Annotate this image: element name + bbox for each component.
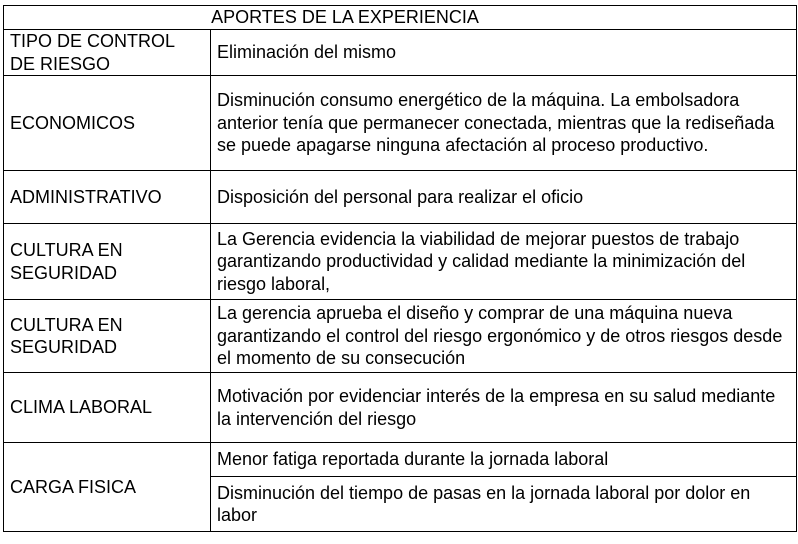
control-type-cell: ADMINISTRATIVO [4, 171, 211, 224]
aportes-table [3, 5, 797, 532]
control-type-cell: ECONOMICOS [4, 76, 211, 171]
description-cell: Disminución del tiempo de pasas en la jornada laboral por dolor en labor [211, 477, 797, 532]
control-type-cell: CULTURA EN SEGURIDAD [4, 300, 211, 373]
description-cell: La Gerencia evidencia la viabilidad de mejorar puestos de trabajo garantizando productividad y calidad mediante la minimización del riesgo laboral, [211, 224, 797, 300]
table-row [4, 443, 797, 477]
table-row [4, 224, 797, 300]
description-cell: Disposición del personal para realizar el oficio [211, 171, 797, 224]
table-row [4, 300, 797, 373]
table-row [4, 76, 797, 171]
table-row [4, 30, 797, 76]
table-row [4, 373, 797, 443]
table-title: APORTES DE LA EXPERIENCIA [4, 6, 797, 30]
title-row [4, 6, 797, 30]
control-type-cell: TIPO DE CONTROL DE RIESGO [4, 30, 211, 76]
description-cell: Eliminación del mismo [211, 30, 797, 76]
description-cell: Motivación por evidenciar interés de la empresa en su salud mediante la intervención del riesgo [211, 373, 797, 443]
description-cell: Disminución consumo energético de la máquina. La embolsadora anterior tenía que permanecer conectada, mientras que la rediseñada se puede apagarse ninguna afectación al proceso productivo. [211, 76, 797, 171]
description-cell: Menor fatiga reportada durante la jornada laboral [211, 443, 797, 477]
table-row [4, 171, 797, 224]
control-type-cell: CULTURA EN SEGURIDAD [4, 224, 211, 300]
control-type-cell: CARGA FISICA [4, 443, 211, 532]
description-cell: La gerencia aprueba el diseño y comprar de una máquina nueva garantizando el control del riesgo ergonómico y de otros riesgos desde el momento de su consecución [211, 300, 797, 373]
control-type-cell: CLIMA LABORAL [4, 373, 211, 443]
